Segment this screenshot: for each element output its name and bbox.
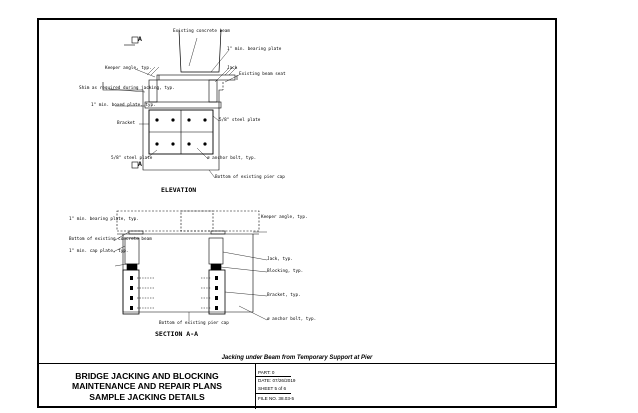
jacking-detail-drawing [39, 20, 555, 363]
label-bracket: Bracket [117, 121, 136, 126]
label-steel-plate-right: 5/8" steel plate [219, 118, 261, 123]
label-keeper: Keeper angle, typ. [105, 66, 152, 71]
elevation-bearing-plate [157, 75, 235, 80]
label-section-bracket: Bracket, typ. [267, 293, 301, 298]
label-section-bearing-plate: 1" min. bearing plate, typ. [69, 217, 139, 222]
elevation-jack-left [149, 80, 157, 102]
label-jack: Jack [227, 66, 238, 71]
date-field: DATE: 07/26/2019 [258, 378, 296, 383]
label-section-bottom-beam: Bottom of existing concrete beam [69, 237, 152, 242]
label-anchor-bolt: ø anchor bolt, typ. [207, 156, 257, 161]
part-field: PART: 0 [258, 370, 275, 375]
label-boxed-plate: 1" min. boxed plate, typ. [91, 103, 156, 108]
elevation-jack-right [209, 80, 217, 102]
label-section-blocking: Blocking, typ. [267, 269, 304, 274]
title-line-3: SAMPLE JACKING DETAILS [89, 391, 205, 402]
section-title: SECTION A-A [155, 330, 199, 338]
elevation-title: ELEVATION [161, 186, 197, 194]
title-line-1: BRIDGE JACKING AND BLOCKING [75, 370, 219, 381]
section-mark-bottom-label: A [138, 160, 142, 168]
label-bearing-plate: 1" min. bearing plate [227, 47, 282, 52]
section-jack-right [209, 238, 223, 264]
sheet-field: SHEET 5 of 6 [258, 386, 287, 391]
label-steel-plate-left: 5/8" steel plate [111, 156, 153, 161]
title-block-main [39, 364, 255, 409]
title-line-2: MAINTENANCE AND REPAIR PLANS [72, 381, 222, 392]
existing-beam-outline [179, 30, 221, 72]
drawing-caption: Jacking under Beam from Temporary Support at Pier [221, 355, 373, 361]
label-existing-seat: Existing beam seat [239, 72, 286, 77]
file-no-field: FILE NO. 38.03-5 [258, 396, 295, 401]
title-block-info [255, 364, 556, 409]
label-section-cap-plate: 1" min. cap plate, typ. [69, 249, 129, 254]
label-section-anchor-bolt: ø anchor bolt, typ. [267, 317, 317, 322]
label-bottom-cap: Bottom of existing pier cap [215, 175, 285, 180]
drawing-sheet [37, 18, 557, 408]
section-mark-top-label: A [138, 35, 142, 43]
label-section-jack: Jack, typ. [267, 257, 293, 262]
label-section-keeper: Keeper angle, typ. [261, 215, 308, 220]
section-beam-right [181, 211, 259, 231]
label-existing-beam: Existing concrete beam [173, 29, 230, 34]
label-section-bottom-cap: Bottom of existing pier cap [159, 321, 229, 326]
label-shim: Shim as required during jacking, typ. [79, 86, 175, 91]
title-block [39, 363, 555, 409]
